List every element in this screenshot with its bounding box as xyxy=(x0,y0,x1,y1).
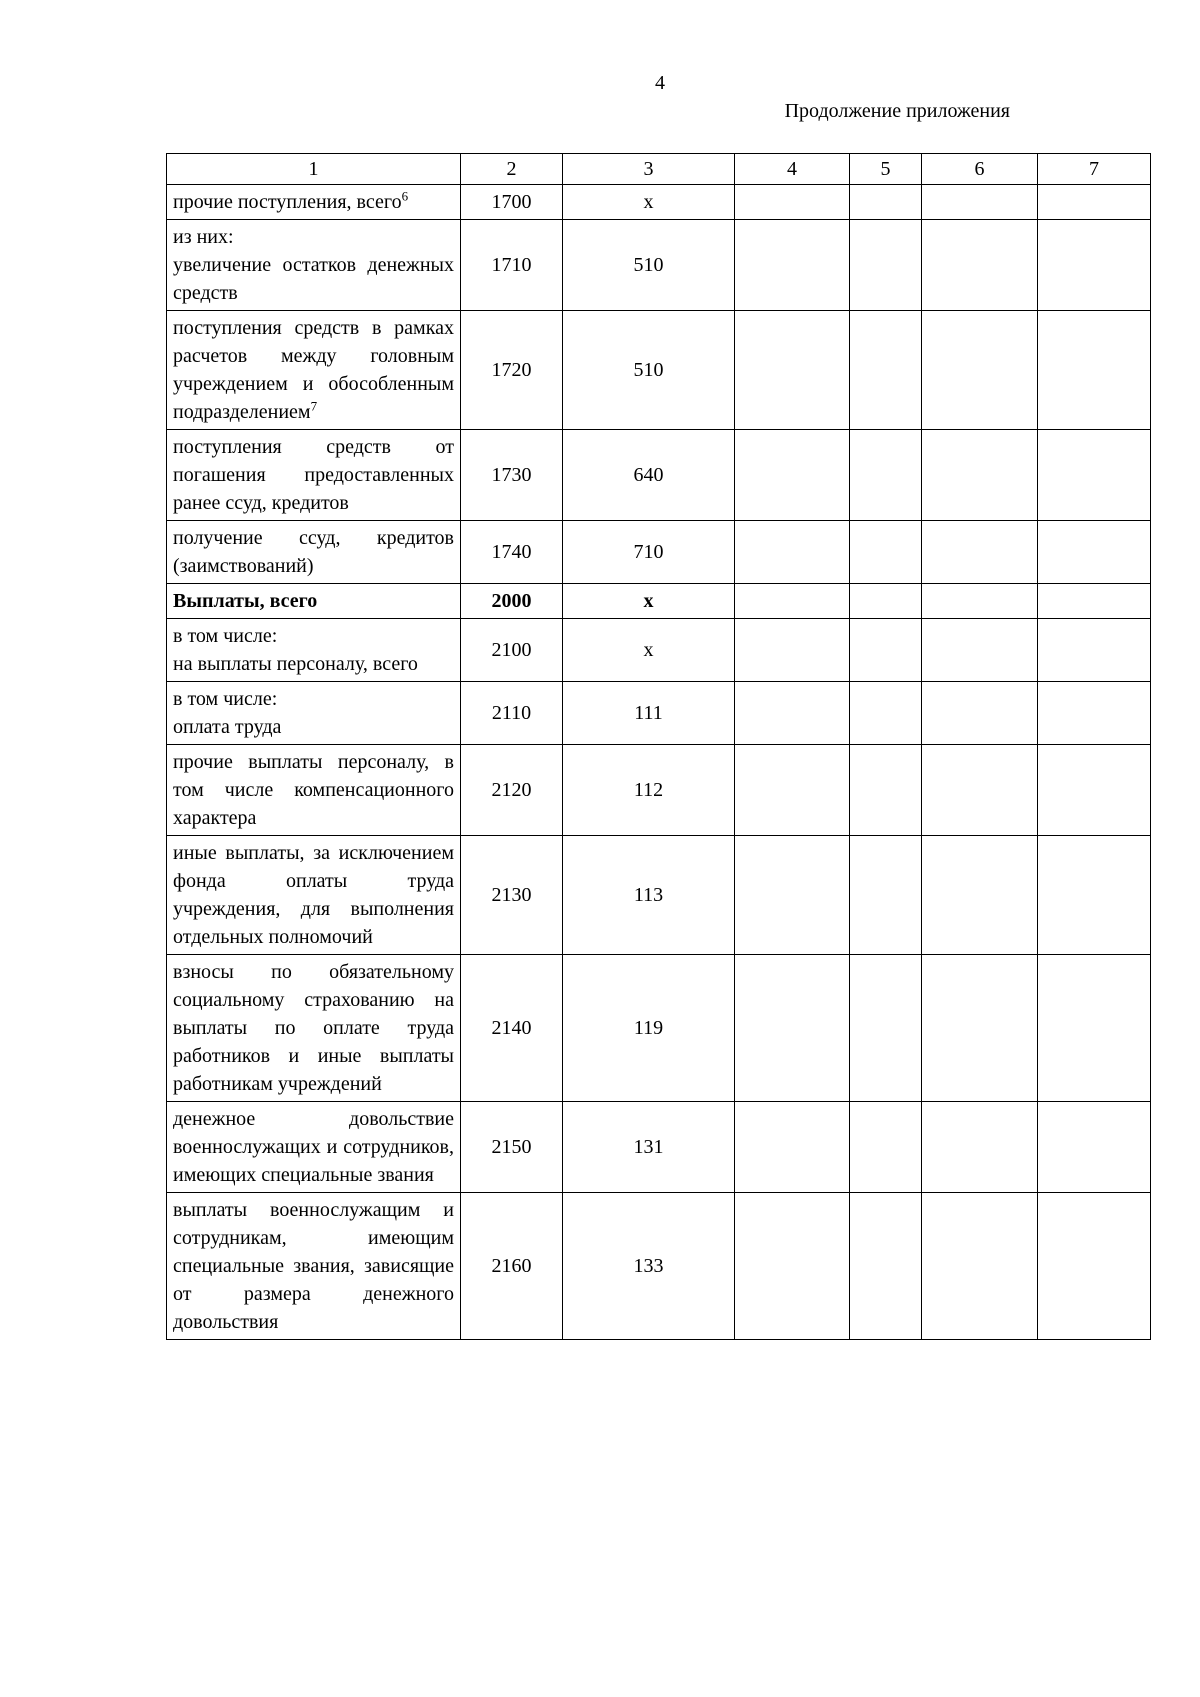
empty-value-cell xyxy=(850,836,922,955)
row-name-text: Выплаты, всего xyxy=(173,590,318,612)
row-name-cell xyxy=(167,745,461,836)
empty-value-cell xyxy=(1038,955,1151,1102)
table-row xyxy=(167,1193,1151,1340)
empty-value-cell xyxy=(850,682,922,745)
row-name-cell xyxy=(167,185,461,220)
empty-value-cell xyxy=(922,220,1038,311)
empty-value-cell xyxy=(850,220,922,311)
row-code-cell: 2150 xyxy=(461,1102,563,1193)
empty-value-cell xyxy=(735,185,850,220)
table-row xyxy=(167,185,1151,220)
empty-value-cell xyxy=(735,836,850,955)
row-name-text: оплата труда xyxy=(173,716,282,738)
table-row xyxy=(167,220,1151,311)
row-name-text: увеличение остатков денежных средств xyxy=(173,254,454,304)
table-row xyxy=(167,682,1151,745)
row-kind-cell: х xyxy=(563,185,735,220)
row-code-cell: 2120 xyxy=(461,745,563,836)
header-cell: 6 xyxy=(922,154,1038,185)
header-cell: 7 xyxy=(1038,154,1151,185)
empty-value-cell xyxy=(735,745,850,836)
empty-value-cell xyxy=(1038,584,1151,619)
row-code-cell: 2140 xyxy=(461,955,563,1102)
row-code-cell: 1730 xyxy=(461,430,563,521)
empty-value-cell xyxy=(1038,185,1151,220)
empty-value-cell xyxy=(922,521,1038,584)
budget-table xyxy=(166,153,1151,1340)
empty-value-cell xyxy=(1038,1102,1151,1193)
row-code-cell: 2130 xyxy=(461,836,563,955)
row-name-cell xyxy=(167,836,461,955)
empty-value-cell xyxy=(922,955,1038,1102)
row-name-text: в том числе: xyxy=(173,688,278,710)
footnote-marker: 6 xyxy=(401,188,409,204)
row-kind-cell: 112 xyxy=(563,745,735,836)
table-row xyxy=(167,311,1151,430)
header-cell: 5 xyxy=(850,154,922,185)
row-kind-cell: 640 xyxy=(563,430,735,521)
row-kind-cell: х xyxy=(563,584,735,619)
empty-value-cell xyxy=(922,745,1038,836)
empty-value-cell xyxy=(1038,220,1151,311)
table-row xyxy=(167,521,1151,584)
row-kind-cell: 119 xyxy=(563,955,735,1102)
table-row xyxy=(167,619,1151,682)
empty-value-cell xyxy=(735,220,850,311)
empty-value-cell xyxy=(735,430,850,521)
row-name-cell xyxy=(167,619,461,682)
empty-value-cell xyxy=(1038,836,1151,955)
empty-value-cell xyxy=(850,1193,922,1340)
empty-value-cell xyxy=(922,836,1038,955)
empty-value-cell xyxy=(922,619,1038,682)
row-name-text: в том числе: xyxy=(173,625,278,647)
row-name-text: денежное довольствие военнослужащих и сотрудников, имеющих специальные звания xyxy=(173,1108,454,1186)
row-name-cell xyxy=(167,521,461,584)
empty-value-cell xyxy=(1038,521,1151,584)
empty-value-cell xyxy=(735,1193,850,1340)
table-row xyxy=(167,584,1151,619)
row-code-cell: 1740 xyxy=(461,521,563,584)
empty-value-cell xyxy=(850,521,922,584)
row-kind-cell: 710 xyxy=(563,521,735,584)
empty-value-cell xyxy=(735,521,850,584)
row-kind-cell: х xyxy=(563,619,735,682)
row-name-cell xyxy=(167,311,461,430)
row-name-text: получение ссуд, кредитов (заимствований) xyxy=(173,527,454,577)
empty-value-cell xyxy=(922,1102,1038,1193)
row-code-cell: 1710 xyxy=(461,220,563,311)
empty-value-cell xyxy=(1038,682,1151,745)
empty-value-cell xyxy=(850,311,922,430)
continuation-label: Продолжение приложения xyxy=(784,100,1010,122)
empty-value-cell xyxy=(735,584,850,619)
empty-value-cell xyxy=(922,584,1038,619)
row-name-cell xyxy=(167,955,461,1102)
empty-value-cell xyxy=(1038,619,1151,682)
row-kind-cell: 113 xyxy=(563,836,735,955)
row-code-cell: 2110 xyxy=(461,682,563,745)
row-name-text: иные выплаты, за исключением фонда оплаты труда учреждения, для выполнения отдельных полномочий xyxy=(173,842,454,948)
row-kind-cell: 133 xyxy=(563,1193,735,1340)
empty-value-cell xyxy=(1038,430,1151,521)
empty-value-cell xyxy=(850,185,922,220)
row-name-text: взносы по обязательному социальному страхованию на выплаты по оплате труда работников и иные выплаты работникам учреждений xyxy=(173,961,454,1095)
empty-value-cell xyxy=(735,619,850,682)
table-header-row xyxy=(167,154,1151,185)
row-kind-cell: 510 xyxy=(563,311,735,430)
empty-value-cell xyxy=(1038,311,1151,430)
row-name-text: из них: xyxy=(173,226,234,248)
page-number: 4 xyxy=(655,72,665,94)
table-row xyxy=(167,1102,1151,1193)
empty-value-cell xyxy=(735,682,850,745)
row-name-text: прочие выплаты персоналу, в том числе компенсационного характера xyxy=(173,751,454,829)
row-name-text: выплаты военнослужащим и сотрудникам, имеющим специальные звания, зависящие от размера денежного довольствия xyxy=(173,1199,454,1333)
header-cell: 1 xyxy=(167,154,461,185)
row-code-cell: 1720 xyxy=(461,311,563,430)
empty-value-cell xyxy=(922,430,1038,521)
row-code-cell: 2100 xyxy=(461,619,563,682)
row-name-cell xyxy=(167,1102,461,1193)
empty-value-cell xyxy=(850,430,922,521)
table-row xyxy=(167,955,1151,1102)
empty-value-cell xyxy=(850,955,922,1102)
table-row xyxy=(167,836,1151,955)
empty-value-cell xyxy=(922,1193,1038,1340)
row-code-cell: 2000 xyxy=(461,584,563,619)
header-cell: 4 xyxy=(735,154,850,185)
row-name-text: поступления средств от погашения предоставленных ранее ссуд, кредитов xyxy=(173,436,454,514)
empty-value-cell xyxy=(922,185,1038,220)
empty-value-cell xyxy=(850,1102,922,1193)
empty-value-cell xyxy=(735,1102,850,1193)
empty-value-cell xyxy=(1038,745,1151,836)
row-name-text: прочие поступления, всего xyxy=(173,191,402,213)
empty-value-cell xyxy=(1038,1193,1151,1340)
row-kind-cell: 111 xyxy=(563,682,735,745)
row-kind-cell: 131 xyxy=(563,1102,735,1193)
row-name-text: поступления средств в рамках расчетов между головным учреждением и обособленным подразделением xyxy=(173,317,454,423)
row-name-cell xyxy=(167,220,461,311)
row-name-cell xyxy=(167,430,461,521)
empty-value-cell xyxy=(922,311,1038,430)
row-code-cell: 1700 xyxy=(461,185,563,220)
header-cell: 2 xyxy=(461,154,563,185)
row-kind-cell: 510 xyxy=(563,220,735,311)
empty-value-cell xyxy=(922,682,1038,745)
empty-value-cell xyxy=(850,584,922,619)
row-name-cell xyxy=(167,1193,461,1340)
row-name-text: на выплаты персоналу, всего xyxy=(173,653,418,675)
empty-value-cell xyxy=(850,745,922,836)
empty-value-cell xyxy=(850,619,922,682)
empty-value-cell xyxy=(735,955,850,1102)
footnote-marker: 7 xyxy=(310,398,318,414)
row-name-cell xyxy=(167,682,461,745)
table-row xyxy=(167,745,1151,836)
empty-value-cell xyxy=(735,311,850,430)
table-row xyxy=(167,430,1151,521)
row-code-cell: 2160 xyxy=(461,1193,563,1340)
header-cell: 3 xyxy=(563,154,735,185)
row-name-cell xyxy=(167,584,461,619)
